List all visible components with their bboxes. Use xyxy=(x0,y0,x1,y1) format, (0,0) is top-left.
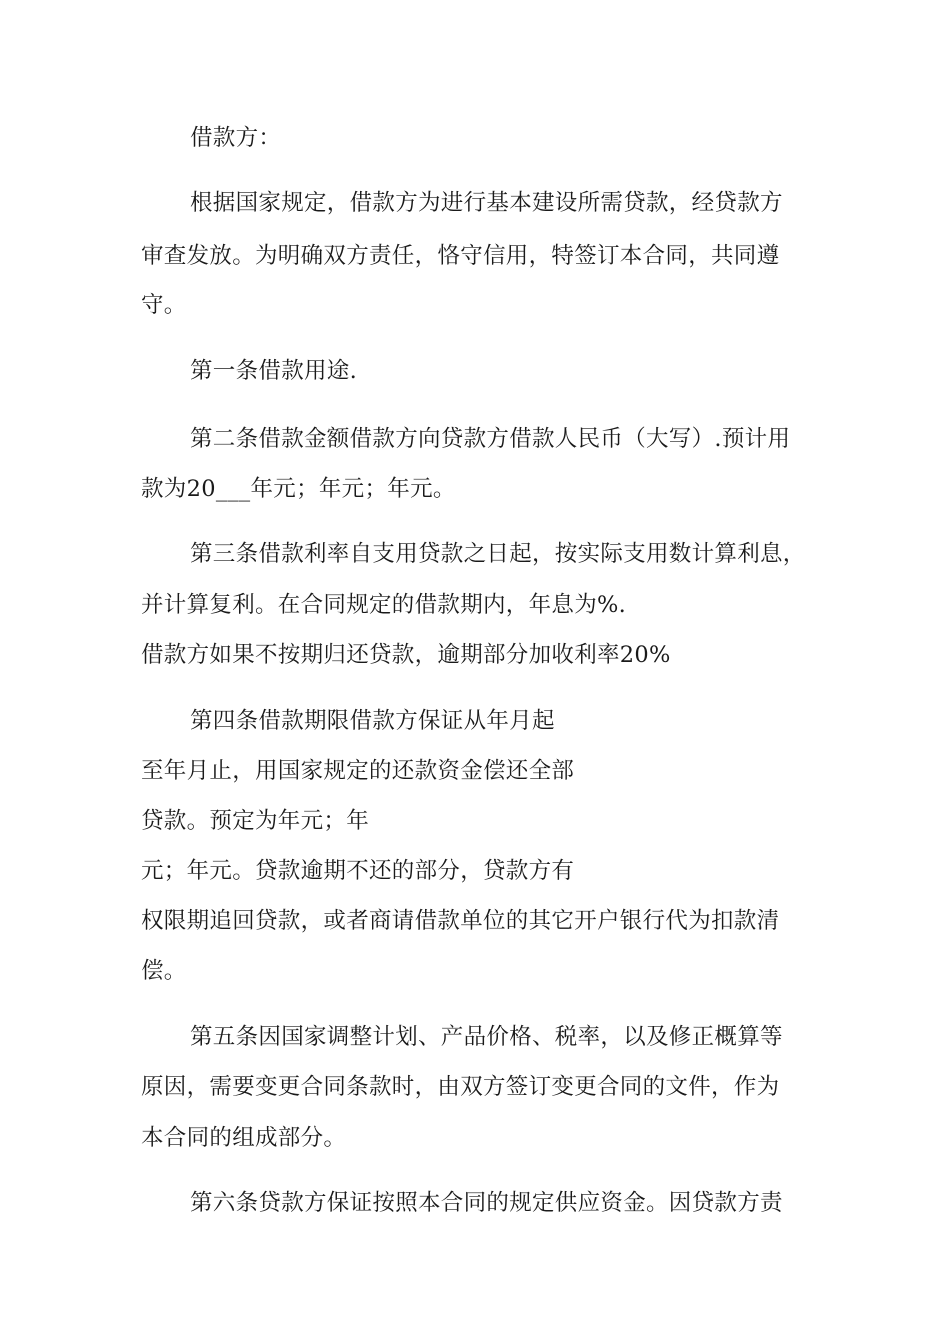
text-line: 偿。 xyxy=(141,958,187,984)
text-line: 原因，需要变更合同条款时，由双方签订变更合同的文件，作为 xyxy=(141,1074,780,1100)
article-6-line: 第六条贷款方保证按照本合同的规定供应资金。因贷款方责 xyxy=(190,1190,783,1216)
text-line: 根据国家规定，借款方为进行基本建设所需贷款，经贷款方 xyxy=(190,190,783,216)
text-line: 贷款。预定为年元；年 xyxy=(141,808,370,834)
text-line: 并计算复利。在合同规定的借款期内，年息为%. xyxy=(141,592,627,618)
text-line-borrower: 借款方： xyxy=(190,125,282,151)
text-line: 本合同的组成部分。 xyxy=(141,1125,347,1151)
article-4-line: 第四条借款期限借款方保证从年月起 xyxy=(190,708,555,734)
article-2-line: 第二条借款金额借款方向贷款方借款人民币（大写）.预计用 xyxy=(190,426,791,452)
article-3-line: 第三条借款利率自支用贷款之日起，按实际支用数计算利息， xyxy=(190,541,806,567)
text-line: 权限期追回贷款，或者商请借款单位的其它开户银行代为扣款清 xyxy=(141,908,780,934)
text-line: 守。 xyxy=(141,292,187,318)
text-line: 借款方如果不按期归还贷款，逾期部分加收利率20% xyxy=(141,642,671,668)
article-1-line: 第一条借款用途. xyxy=(190,358,358,384)
text-line: 审查发放。为明确双方责任，恪守信用，特签订本合同，共同遵 xyxy=(141,243,780,269)
text-line: 元；年元。贷款逾期不还的部分，贷款方有 xyxy=(141,858,575,884)
text-line: 款为20___年元；年元；年元。 xyxy=(141,476,456,502)
text-line: 至年月止，用国家规定的还款资金偿还全部 xyxy=(141,758,575,784)
article-5-line: 第五条因国家调整计划、产品价格、税率，以及修正概算等 xyxy=(190,1024,783,1050)
